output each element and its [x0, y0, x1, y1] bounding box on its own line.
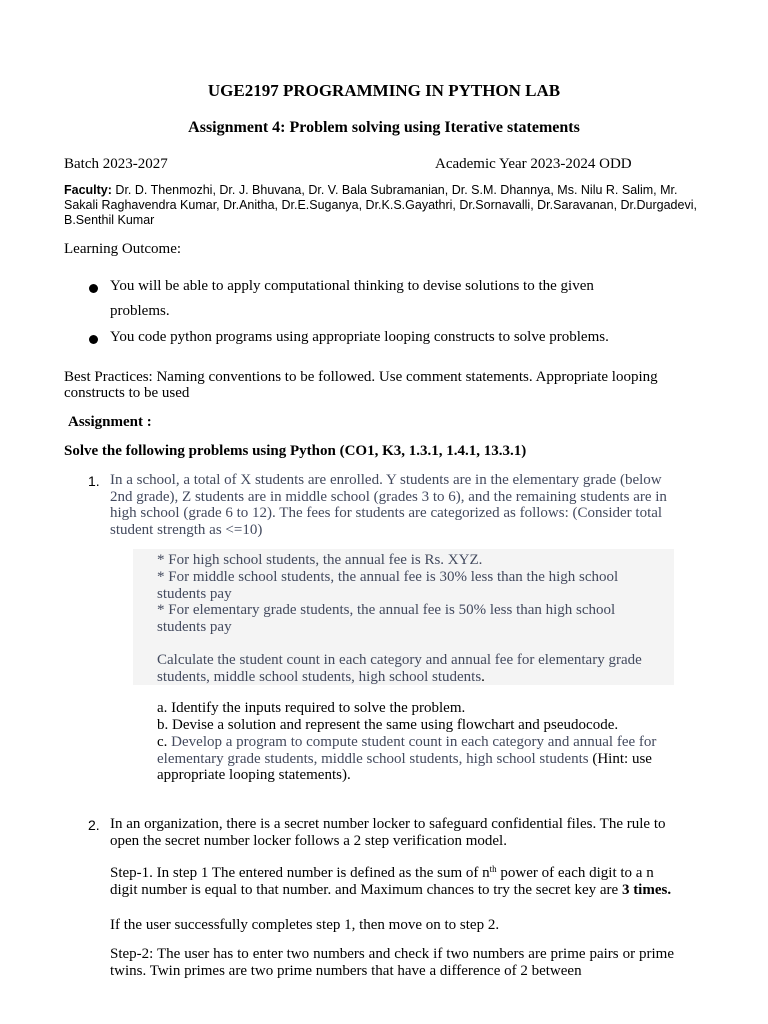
- calculate-text: Calculate the student count in each category and annual fee for elementary grade students, middle school students, high school students: [157, 652, 642, 685]
- assignment-title: Assignment 4: Problem solving using Iterative statements: [188, 119, 580, 136]
- solve-heading: Solve the following problems using Python (CO1, K3, 1.3.1, 1.4.1, 13.3.1): [64, 443, 527, 459]
- fee-middle-school: * For middle school students, the annual fee is 30% less than the high school students pay: [157, 569, 619, 602]
- part-c-hint: (Hint: use appropriate looping statements).: [157, 750, 652, 783]
- faculty-label: Faculty:: [64, 183, 112, 197]
- step-1-after: If the user successfully completes step 1, then move on to step 2.: [110, 917, 500, 933]
- best-practices: Best Practices: Naming conventions to be followed. Use comment statements. Appropriate looping constructs to be used: [64, 369, 658, 401]
- problem-1-text: In a school, a total of X students are enrolled. Y students are in the elementary grade (below 2nd grade), Z students are in middle school (grades 3 to 6), and the remaining students are in high school (grade 6 to 12). The fees for students are categorized as follows: (Consider total student strength as <=10): [110, 472, 667, 538]
- outcome-2: You code python programs using appropriate looping constructs to solve problems.: [110, 329, 609, 345]
- part-b: b. Devise a solution and represent the same using flowchart and pseudocode.: [157, 717, 619, 733]
- faculty-list: [64, 183, 704, 228]
- outcome-1-line-1: You will be able to apply computational thinking to devise solutions to the given: [110, 278, 594, 294]
- calculate-period: .: [481, 668, 485, 685]
- problem-1-number: 1.: [88, 473, 100, 489]
- fee-high-school: * For high school students, the annual fee is Rs. XYZ.: [157, 552, 483, 568]
- step-2: Step-2: The user has to enter two numbers and check if two numbers are prime pairs or prime twins. Twin primes are two prime numbers that have a difference of 2 between: [110, 946, 674, 979]
- part-c-text: Develop a program to compute student count in each category and annual fee for elementary grade students, middle school students, high school students: [157, 734, 657, 767]
- batch-label: Batch 2023-2027: [64, 156, 168, 172]
- fee-elementary: * For elementary grade students, the annual fee is 50% less than high school students pay: [157, 602, 616, 635]
- problem-2-text: In an organization, there is a secret number locker to safeguard confidential files. The rule to open the secret number locker follows a 2 step verification model.: [110, 816, 666, 849]
- problem-2-number: 2.: [88, 817, 100, 833]
- academic-year-label: Academic Year 2023-2024 ODD: [435, 156, 632, 172]
- course-title: UGE2197 PROGRAMMING IN PYTHON LAB: [207, 81, 561, 100]
- calculate-instruction: [157, 652, 667, 685]
- part-c: [157, 734, 677, 784]
- step-1-superscript: th: [489, 864, 497, 874]
- step-1-text-b: power of each digit to a n digit number is equal to that number. and Maximum chances to try the secret key are: [110, 865, 654, 898]
- step-1-text-a: Step-1. In step 1 The entered number is defined as the sum of n: [110, 865, 490, 881]
- step-1: [110, 865, 680, 898]
- assignment-heading: Assignment :: [68, 414, 152, 430]
- bullet-icon: [89, 284, 98, 293]
- learning-outcome-heading: Learning Outcome:: [64, 241, 182, 257]
- bullet-icon: [89, 335, 98, 344]
- faculty-names: Dr. D. Thenmozhi, Dr. J. Bhuvana, Dr. V. Bala Subramanian, Dr. S.M. Dhannya, Ms. Nilu R. Salim, Mr. Sakali Raghavendra Kumar, Dr.Anitha, Dr.E.Suganya, Dr.K.S.Gayathri, Dr.Sornavalli, Dr.Saravanan, Dr.Durgadevi, B.Senthil Kumar: [64, 183, 697, 227]
- part-c-label: c.: [157, 734, 168, 750]
- step-1-bold: 3 times.: [621, 881, 672, 898]
- outcome-1-line-2: problems.: [110, 303, 170, 319]
- part-a: a. Identify the inputs required to solve the problem.: [157, 700, 466, 716]
